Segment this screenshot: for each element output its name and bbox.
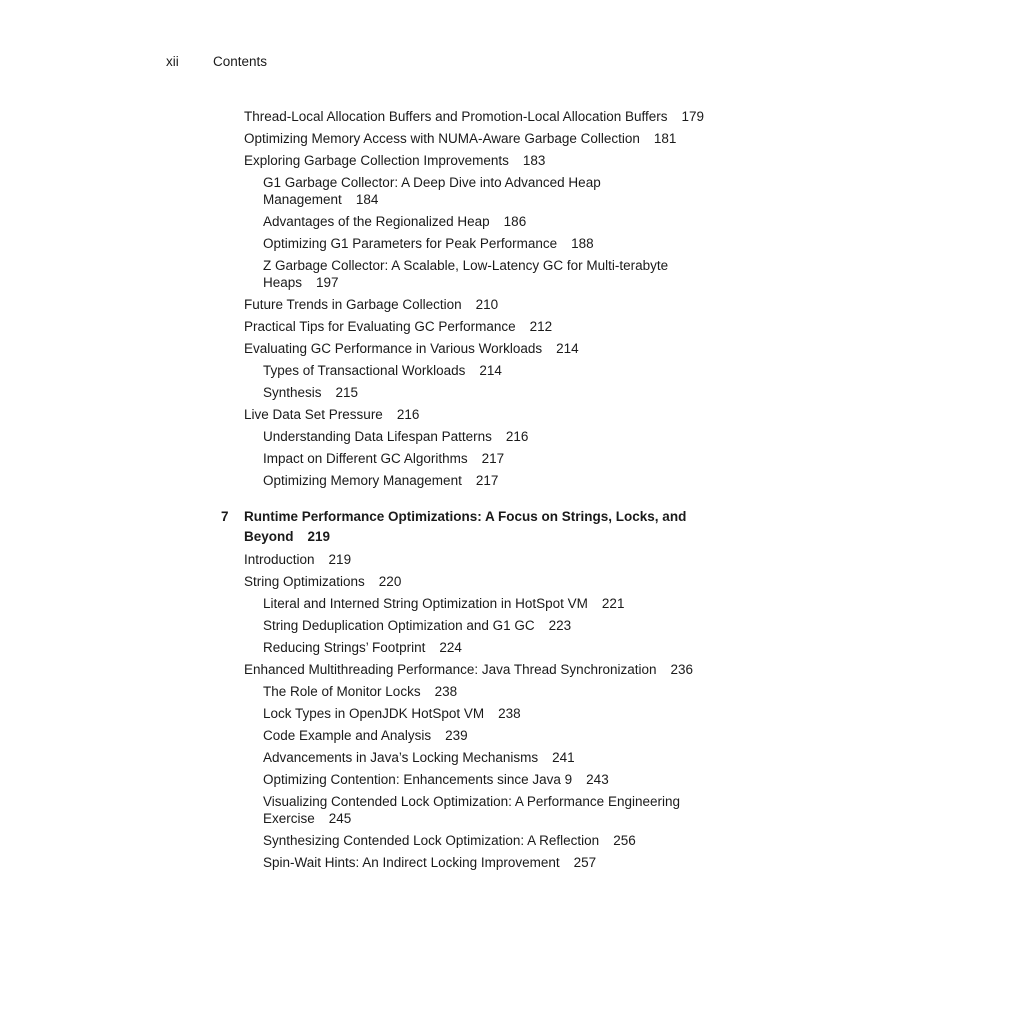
toc-entry-title: Code Example and Analysis [263,728,432,743]
toc-entry [244,318,714,335]
toc-entry-title: Future Trends in Garbage Collection [244,297,462,312]
toc-entry-page: 221 [601,596,625,611]
toc-entry [244,152,714,169]
toc-entry-title: Optimizing Memory Management [263,473,462,488]
running-header-title: Contents [213,54,268,69]
toc-entry-page: 257 [573,855,597,870]
chapter-number: 7 [221,509,229,524]
toc-entry-title: Practical Tips for Evaluating GC Performance [244,319,516,334]
toc-entry-page: 184 [355,192,379,207]
toc-entry-page: 188 [571,236,594,251]
toc-entry-page: 217 [481,451,505,466]
toc-entry-title: String Optimizations [244,574,365,589]
toc-entry-page: 219 [328,552,352,567]
toc-subentry [263,793,714,827]
toc-entry-page: 224 [439,640,462,655]
toc-entry-page: 214 [556,341,579,356]
toc-entry-page: 197 [316,275,339,290]
toc-entry-title: Reducing Strings’ Footprint [263,640,426,655]
toc-entry-title: Impact on Different GC Algorithms [263,451,468,466]
toc-subentry [263,705,714,722]
toc-entry [244,108,714,125]
toc-subentry [263,174,714,208]
toc-entry-page: 241 [552,750,575,765]
toc-subentry [263,257,714,291]
toc-entry-page: 186 [503,214,527,229]
toc-entry-title: Advancements in Java’s Locking Mechanisms [263,750,539,765]
table-of-contents [221,108,714,876]
toc-entry-page: 238 [498,706,521,721]
toc-entry-page: 239 [445,728,468,743]
chapter-page-number: 219 [307,529,331,544]
toc-entry [244,340,714,357]
toc-subentry [263,428,714,445]
toc-entry-title: Optimizing G1 Parameters for Peak Performance [263,236,558,251]
toc-subentry [263,472,714,489]
toc-entry [244,406,714,423]
toc-entry-page: 214 [479,363,502,378]
toc-entry-title: Understanding Data Lifespan Patterns [263,429,492,444]
toc-subentry [263,450,714,467]
toc-entry-page: 220 [378,574,402,589]
toc-entry-page: 215 [335,385,359,400]
toc-entry [244,130,714,147]
chapter-heading [221,507,714,547]
toc-entry-title: Optimizing Memory Access with NUMA-Aware Garbage Collection [244,131,640,146]
toc-entry [244,573,714,590]
toc-entry-page: 210 [475,297,499,312]
toc-entry-title: Enhanced Multithreading Performance: Java Thread Synchronization [244,662,657,677]
toc-entry-page: 217 [475,473,499,488]
toc-entry [244,296,714,313]
toc-entry-page: 245 [328,811,352,826]
toc-subentry [263,384,714,401]
toc-entry-title: Literal and Interned String Optimization in HotSpot VM [263,596,588,611]
toc-subentry [263,832,714,849]
toc-entry-title: Synthesis [263,385,322,400]
toc-subentry [263,213,714,230]
toc-entry-page: 216 [396,407,420,422]
toc-section-chapter-6 [244,108,714,489]
toc-entry-title: Exploring Garbage Collection Improvements [244,153,509,168]
toc-entry-title: Spin-Wait Hints: An Indirect Locking Improvement [263,855,560,870]
toc-entry-page: 181 [653,131,677,146]
toc-entry-title: Lock Types in OpenJDK HotSpot VM [263,706,485,721]
toc-entry-page: 256 [613,833,636,848]
toc-entry-page: 238 [434,684,458,699]
toc-entry-title: String Deduplication Optimization and G1 GC [263,618,535,633]
page-number: xii [166,54,179,69]
toc-entry-title: Advantages of the Regionalized Heap [263,214,490,229]
toc-entry-title: Evaluating GC Performance in Various Workloads [244,341,543,356]
toc-subentry [263,639,714,656]
toc-entry-page: 236 [670,662,694,677]
toc-entry-page: 183 [522,153,546,168]
toc-entry-title: The Role of Monitor Locks [263,684,421,699]
toc-subentry [263,854,714,871]
toc-subentry [263,235,714,252]
toc-entry-title: Z Garbage Collector: A Scalable, Low-Latency GC for Multi-terabyte Heaps [263,258,669,290]
toc-subentry [263,617,714,634]
toc-entry-title: G1 Garbage Collector: A Deep Dive into Advanced Heap Management [263,175,601,207]
toc-entry-title: Types of Transactional Workloads [263,363,466,378]
toc-entry-title: Live Data Set Pressure [244,407,383,422]
chapter-title: Runtime Performance Optimizations: A Focus on Strings, Locks, and Beyond [244,509,687,544]
toc-entry-page: 179 [681,109,705,124]
toc-entry [244,551,714,568]
toc-entry-title: Introduction [244,552,315,567]
toc-entry-title: Visualizing Contended Lock Optimization: A Performance Engineering Exercise [263,794,680,826]
toc-entry-page: 223 [548,618,572,633]
toc-subentry [263,595,714,612]
toc-entry-page: 243 [586,772,609,787]
toc-subentry [263,727,714,744]
toc-section-chapter-7 [244,551,714,871]
toc-entry-title: Optimizing Contention: Enhancements since Java 9 [263,772,573,787]
toc-entry [244,661,714,678]
toc-subentry [263,362,714,379]
toc-subentry [263,749,714,766]
toc-subentry [263,683,714,700]
toc-entry-page: 216 [505,429,529,444]
toc-subentry [263,771,714,788]
toc-entry-title: Synthesizing Contended Lock Optimization: A Reflection [263,833,600,848]
toc-entry-title: Thread-Local Allocation Buffers and Promotion-Local Allocation Buffers [244,109,668,124]
toc-entry-page: 212 [529,319,553,334]
